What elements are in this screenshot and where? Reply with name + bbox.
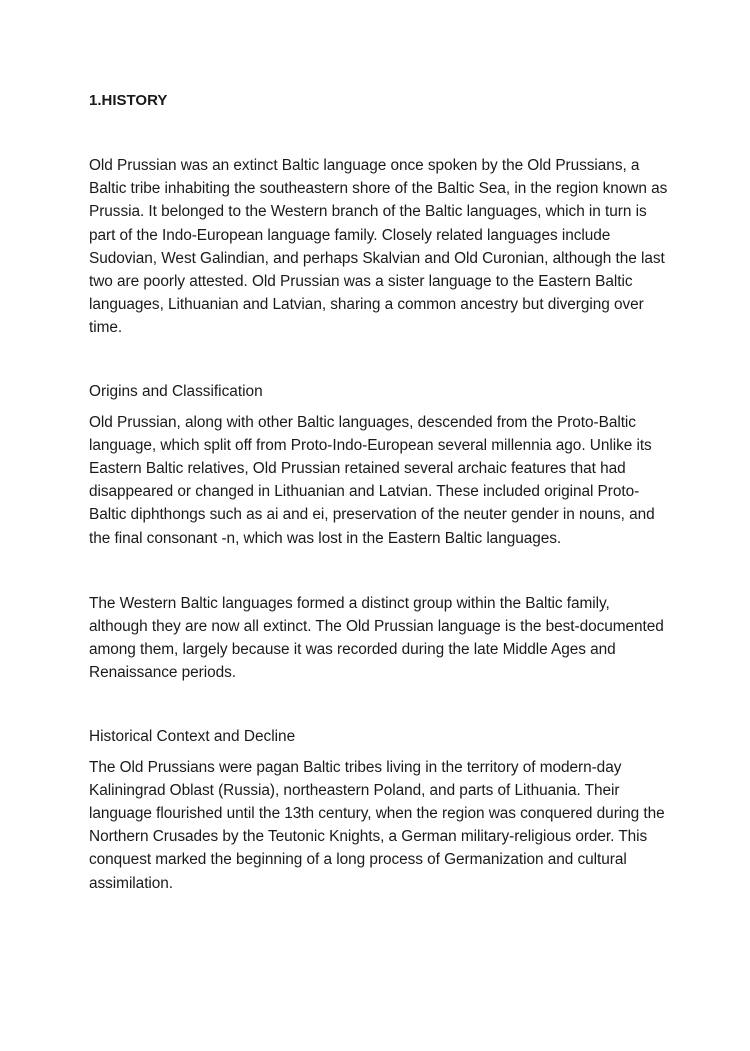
document-body bbox=[89, 90, 669, 895]
section-heading: 1.HISTORY bbox=[89, 92, 168, 109]
origins-paragraph-1: Old Prussian, along with other Baltic languages, descended from the Proto-Baltic language, which split off from Proto-Indo-European several millennia ago. Unlike its Eastern Baltic relatives, Old Prussian retained several archaic features that had disappeared or changed in Lithuanian and Latvian. These included original Proto-Baltic diphthongs such as ai and ei, preservation of the neuter gender in nouns, and the final consonant -n, which was lost in the Eastern Baltic languages. bbox=[89, 413, 655, 547]
origins-subheading: Origins and Classification bbox=[89, 382, 263, 400]
context-paragraph-1: The Old Prussians were pagan Baltic tribes living in the territory of modern-day Kaliningrad Oblast (Russia), northeastern Poland, and parts of Lithuania. Their language flourished until the 13th century, when the region was conquered during the Northern Crusades by the Teutonic Knights, a German military-religious order. This conquest marked the beginning of a long process of Germanization and cultural assimilation. bbox=[89, 758, 665, 892]
origins-paragraph-2: The Western Baltic languages formed a distinct group within the Baltic family, although they are now all extinct. The Old Prussian language is the best-documented among them, largely because it was recorded during the late Middle Ages and Renaissance periods. bbox=[89, 594, 664, 682]
intro-paragraph: Old Prussian was an extinct Baltic language once spoken by the Old Prussians, a Baltic tribe inhabiting the southeastern shore of the Baltic Sea, in the region known as Prussia. It belonged to the Western branch of the Baltic languages, which in turn is part of the Indo-European language family. Closely related languages include Sudovian, West Galindian, and perhaps Skalvian and Old Curonian, although the last two are poorly attested. Old Prussian was a sister language to the Eastern Baltic languages, Lithuanian and Latvian, sharing a common ancestry but diverging over time. bbox=[89, 157, 668, 337]
context-subheading: Historical Context and Decline bbox=[89, 727, 296, 745]
